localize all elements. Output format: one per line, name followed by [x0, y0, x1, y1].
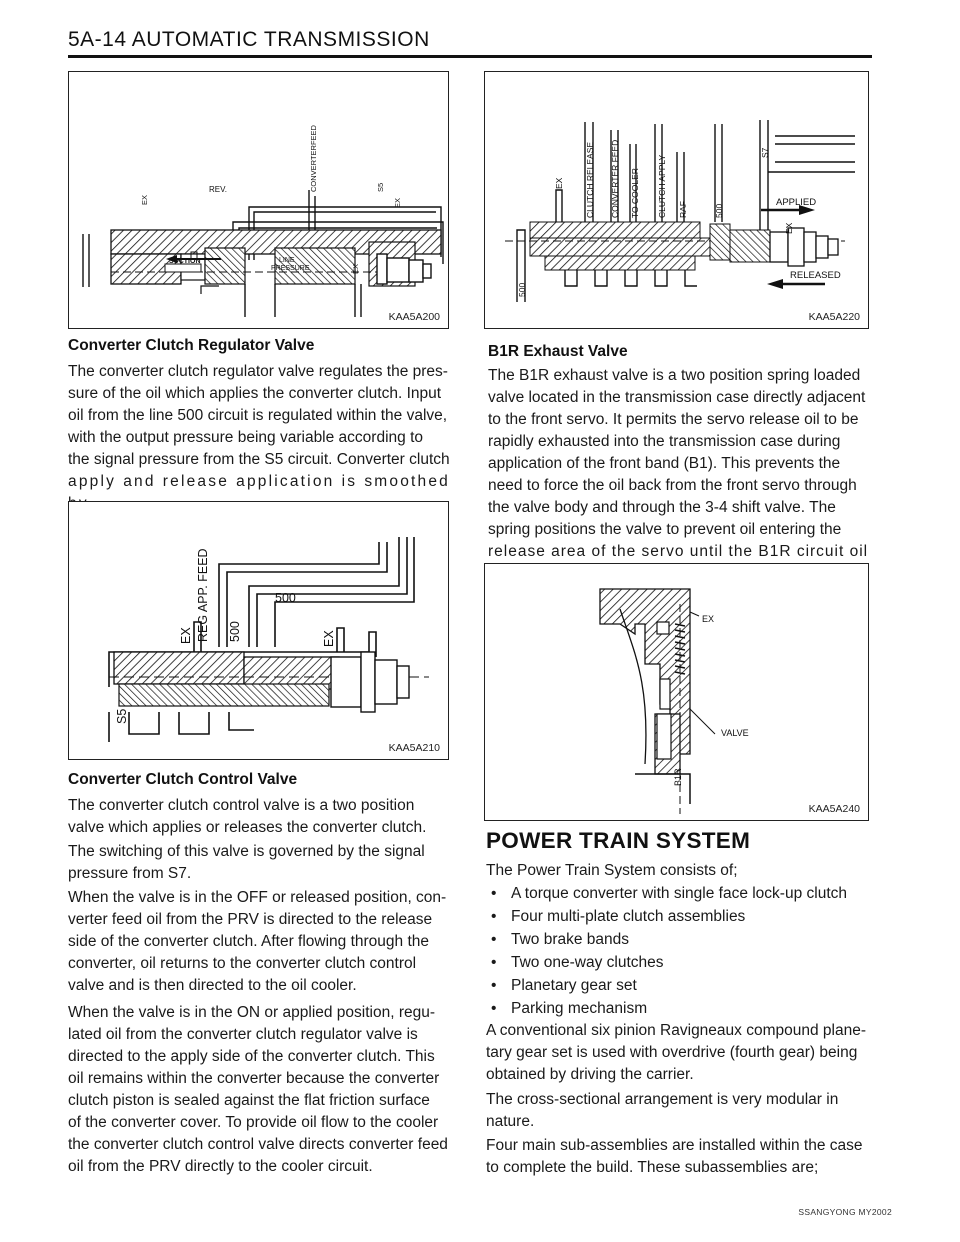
- text-line: The converter clutch regulator valve regulates the pres-: [68, 363, 448, 380]
- text-line: of the converter cover. To provide oil flow to the cooler: [68, 1114, 439, 1131]
- list-power-train-components: [486, 882, 870, 1020]
- paragraph-cccv-2: [68, 841, 450, 885]
- label-500-a: 500: [714, 203, 724, 218]
- diagram-regulator-valve: [69, 72, 449, 329]
- label-b1r: B1R: [673, 768, 683, 786]
- text-line: application of the front band (B1). This prevents the: [488, 455, 841, 472]
- label-ex-1: EX: [179, 627, 193, 644]
- list-item: • Four multi-plate clutch assemblies: [486, 905, 870, 928]
- label-line: LINE: [279, 257, 295, 264]
- text-line: Four main sub-assemblies are installed within the case: [486, 1137, 863, 1154]
- list-item: • Two brake bands: [486, 928, 870, 951]
- figure-code: KAA5A240: [808, 803, 860, 815]
- paragraph-cccv-4: [68, 1002, 450, 1178]
- label-ex-3: EX: [351, 263, 360, 274]
- diagram-s5-valve: [69, 502, 449, 760]
- label-applied: APPLIED: [776, 197, 817, 208]
- paragraph-pts-2: [486, 1089, 870, 1133]
- paragraph-pts-3: [486, 1135, 870, 1179]
- page-header-title: 5A-14 AUTOMATIC TRANSMISSION: [68, 28, 430, 51]
- text-line: valve which applies or releases the converter clutch.: [68, 819, 427, 836]
- label-pressure: PRESSURE: [271, 265, 310, 272]
- label-s7: S7: [760, 147, 770, 158]
- label-ex-2: EX: [393, 197, 402, 208]
- label-ex-2: EX: [322, 630, 336, 647]
- label-converter-feed: CONVERTER FEED: [610, 139, 620, 218]
- text-line: with the output pressure being variable according to: [68, 429, 423, 446]
- text-line: need to force the oil back from the front servo through: [488, 477, 857, 494]
- text-line: the converter clutch control valve directs converter feed: [68, 1136, 448, 1153]
- text-line: The cross-sectional arrangement is very modular in: [486, 1091, 839, 1108]
- diagram-b1r-valve: [485, 564, 869, 821]
- label-rev: REV.: [209, 185, 227, 194]
- text-line: converter, oil returns to the converter clutch control: [68, 955, 417, 972]
- text-line: The converter clutch control valve is a two position: [68, 797, 415, 814]
- label-reg-app-feed: REG APP. FEED: [196, 548, 210, 642]
- paragraph-pts-intro: The Power Train System consists of;: [486, 862, 738, 879]
- label-converterfeed: CONVERTERFEED: [309, 125, 318, 192]
- text-line: oil remains within the converter because the converter: [68, 1070, 440, 1087]
- label-ex-1: EX: [140, 194, 149, 205]
- figure-converter-clutch-control-valve-s5: [68, 501, 449, 760]
- text-line: oil from the line 500 circuit is regulated within the valve,: [68, 407, 448, 424]
- text-line: The B1R exhaust valve is a two position spring loaded: [488, 367, 861, 384]
- label-clutch-release: CLUTCH RELEASE: [585, 141, 595, 218]
- text-line: spring positions the valve to prevent oil entering the: [488, 521, 842, 538]
- label-500-b: 500: [517, 282, 527, 297]
- list-item: • Two one-way clutches: [486, 951, 870, 974]
- label-released: RELEASED: [790, 270, 841, 281]
- text-line: apply and release application is smoothed: [68, 473, 450, 490]
- list-item: • Parking mechanism: [486, 997, 870, 1020]
- header-rule: [68, 55, 872, 58]
- label-s5: S5: [376, 182, 385, 192]
- text-line: When the valve is in the ON or applied position, regu-: [68, 1004, 436, 1021]
- label-500-a: 500: [228, 621, 242, 642]
- text-line: release area of the servo until the B1R circuit oil: [488, 543, 869, 560]
- list-item: • A torque converter with single face lock-up clutch: [486, 882, 870, 905]
- figure-b1r-exhaust-valve: [484, 563, 869, 821]
- text-line: clutch piston is sealed against the flat friction surface: [68, 1092, 430, 1109]
- text-line: valve located in the transmission case directly adjacent: [488, 389, 866, 406]
- paragraph-b1r: [488, 365, 870, 585]
- heading-b1r-exhaust-valve: B1R Exhaust Valve: [488, 343, 628, 360]
- text-line: the signal pressure from the S5 circuit. Converter clutch: [68, 451, 450, 468]
- figure-code: KAA5A200: [388, 311, 440, 323]
- text-line: sure of the oil which applies the converter clutch. Input: [68, 385, 442, 402]
- list-item: • Planetary gear set: [486, 974, 870, 997]
- label-ex-1: EX: [554, 177, 564, 189]
- paragraph-pts-1: [486, 1020, 870, 1086]
- figure-code: KAA5A220: [808, 311, 860, 323]
- text-line: nature.: [486, 1113, 535, 1130]
- text-line: verter feed oil from the PRV is directed to the release: [68, 911, 433, 928]
- diagram-control-valve: [485, 72, 869, 329]
- figure-converter-clutch-control-valve: [484, 71, 869, 329]
- text-line: to complete the build. These subassemblies are;: [486, 1159, 819, 1176]
- text-line: the valve body and through the 3-4 shift valve. The: [488, 499, 836, 516]
- page-footer: SSANGYONG MY2002: [798, 1207, 892, 1217]
- paragraph-cccv-3: [68, 887, 450, 997]
- heading-converter-clutch-control-valve: Converter Clutch Control Valve: [68, 771, 298, 788]
- text-line: rapidly exhausted into the transmission case during: [488, 433, 841, 450]
- figure-code: KAA5A210: [388, 742, 440, 754]
- label-valve: VALVE: [721, 728, 749, 738]
- paragraph-cccv-1: [68, 795, 450, 839]
- text-line: oil from the PRV directly to the cooler circuit.: [68, 1158, 373, 1175]
- label-to-cooler: TO COOLER: [630, 168, 640, 218]
- text-line: tary gear set is used with overdrive (fourth gear) being: [486, 1044, 858, 1061]
- heading-power-train-system: POWER TRAIN SYSTEM: [486, 828, 751, 853]
- text-line: to the front servo. It permits the servo release oil to be: [488, 411, 859, 428]
- heading-converter-clutch-regulator-valve: Converter Clutch Regulator Valve: [68, 337, 315, 354]
- text-line: pressure from S7.: [68, 865, 192, 882]
- label-clutch-apply: CLUTCH APPLY: [657, 154, 667, 218]
- text-line: directed to the apply side of the converter clutch. This: [68, 1048, 435, 1065]
- text-line: obtained by driving the carrier.: [486, 1066, 694, 1083]
- label-ex: EX: [702, 614, 715, 624]
- text-line: lated oil from the converter clutch regulator valve is: [68, 1026, 418, 1043]
- label-raf: RAF: [678, 201, 688, 218]
- text-line: A conventional six pinion Ravigneaux compound plane-: [486, 1022, 866, 1039]
- label-s5: S5: [115, 708, 129, 724]
- text-line: When the valve is in the OFF or released position, con-: [68, 889, 447, 906]
- text-line: The switching of this valve is governed by the signal: [68, 843, 425, 860]
- figure-converter-clutch-regulator-valve: [68, 71, 449, 329]
- label-500-b: 500: [275, 591, 296, 605]
- label-suction: SUCTION: [169, 258, 201, 265]
- text-line: side of the converter clutch. After flowing through the: [68, 933, 430, 950]
- text-line: valve and is then directed to the oil cooler.: [68, 977, 357, 994]
- label-ex-2: EX: [784, 222, 794, 234]
